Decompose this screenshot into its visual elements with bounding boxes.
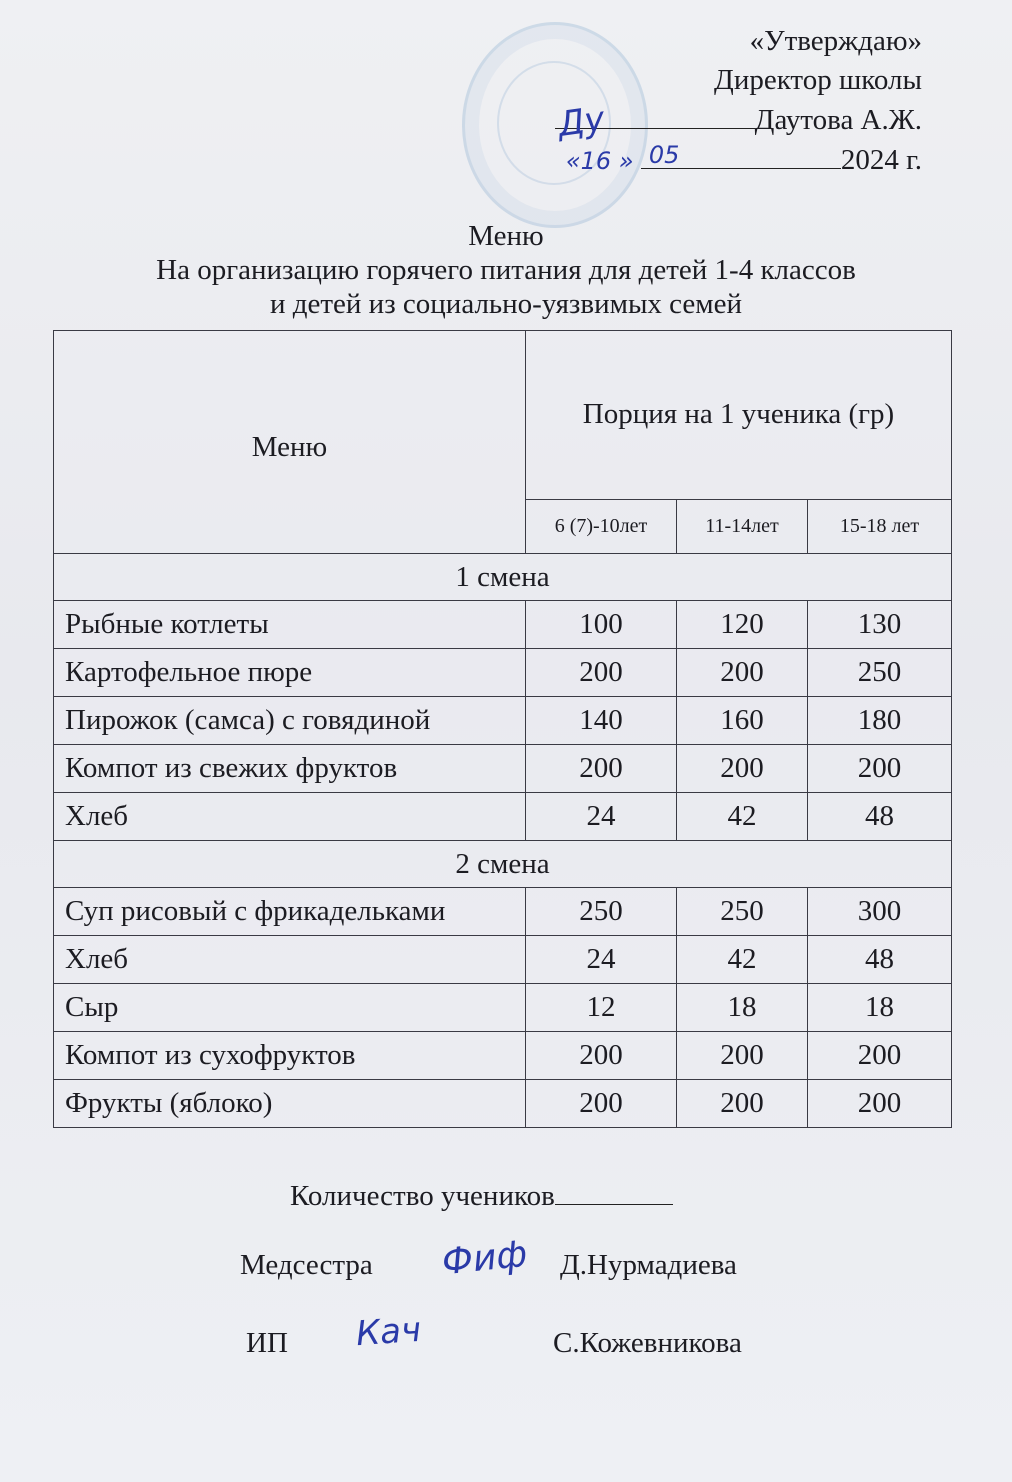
table-row [54,936,952,984]
portion-value: 12 [526,984,677,1032]
dish-name: Сыр [54,984,526,1032]
table-row [54,984,952,1032]
portion-value: 24 [526,936,677,984]
approval-director-line [555,100,922,140]
shift-1-label: 1 смена [54,554,952,601]
approval-heading: «Утверждаю» [749,25,922,57]
director-name: Даутова А.Ж. [754,104,922,136]
nurse-name: Д.Нурмадиева [560,1249,737,1281]
title-subtitle-1: На организацию горячего питания для детей 1-4 классов [156,254,856,286]
table-row [54,697,952,745]
students-count-label: Количество учеников [290,1180,555,1212]
portion-value: 200 [677,1032,808,1080]
portion-value: 200 [526,649,677,697]
date-year: 2024 г. [840,144,922,176]
portion-value: 48 [808,936,952,984]
date-month: 05 [648,141,680,169]
portion-value: 140 [526,697,677,745]
dish-name: Фрукты (яблоко) [54,1080,526,1128]
portion-value: 130 [808,601,952,649]
portion-value: 180 [808,697,952,745]
shift-2-label: 2 смена [54,841,952,888]
portion-value: 250 [808,649,952,697]
date-day: «16 » [565,147,634,175]
dish-name: Компот из свежих фруктов [54,745,526,793]
portion-value: 120 [677,601,808,649]
approval-date-line [555,140,922,181]
dish-name: Компот из сухофруктов [54,1032,526,1080]
table-row [54,1032,952,1080]
nurse-role: Медсестра [240,1249,373,1281]
portion-value: 42 [677,793,808,841]
header-age-15-18: 15-18 лет [808,499,952,553]
portion-value: 250 [677,888,808,936]
portion-value: 200 [677,745,808,793]
portion-value: 42 [677,936,808,984]
ip-name: С.Кожевникова [553,1327,742,1359]
students-count-blank [555,1176,673,1205]
portion-value: 200 [526,1080,677,1128]
table-row [54,1080,952,1128]
approval-position: Директор школы [714,64,922,96]
portion-value: 200 [677,649,808,697]
students-count-line [290,1176,673,1213]
director-signature: Ду [555,98,608,146]
portion-value: 200 [808,745,952,793]
portion-value: 200 [677,1080,808,1128]
portion-value: 200 [808,1032,952,1080]
header-portion: Порция на 1 ученика (гр) [526,331,952,500]
header-age-11-14: 11-14лет [677,499,808,553]
approval-block [555,22,922,181]
table-row [54,649,952,697]
portion-value: 300 [808,888,952,936]
portion-value: 100 [526,601,677,649]
table-row [54,888,952,936]
dish-name: Хлеб [54,936,526,984]
title-subtitle-2: и детей из социально-уязвимых семей [269,288,743,320]
portion-value: 200 [526,1032,677,1080]
title-block [0,219,1012,321]
dish-name: Рыбные котлеты [54,601,526,649]
portion-value: 250 [526,888,677,936]
dish-name: Пирожок (самса) с говядиной [54,697,526,745]
table-row [54,745,952,793]
portion-value: 200 [526,745,677,793]
header-menu: Меню [54,331,526,554]
dish-name: Картофельное пюре [54,649,526,697]
portion-value: 160 [677,697,808,745]
portion-value: 200 [808,1080,952,1128]
ip-signature: Кач [354,1309,423,1355]
dish-name: Суп рисовый с фрикадельками [54,888,526,936]
portion-value: 48 [808,793,952,841]
portion-value: 18 [808,984,952,1032]
ip-role: ИП [246,1327,288,1359]
dish-name: Хлеб [54,793,526,841]
menu-table [53,330,952,1128]
header-age-6-10: 6 (7)-10лет [526,499,677,553]
title-menu: Меню [468,220,544,252]
table-row [54,601,952,649]
table-row [54,793,952,841]
date-month-line [641,140,841,169]
portion-value: 18 [677,984,808,1032]
nurse-signature: Фиф [440,1233,530,1284]
portion-value: 24 [526,793,677,841]
